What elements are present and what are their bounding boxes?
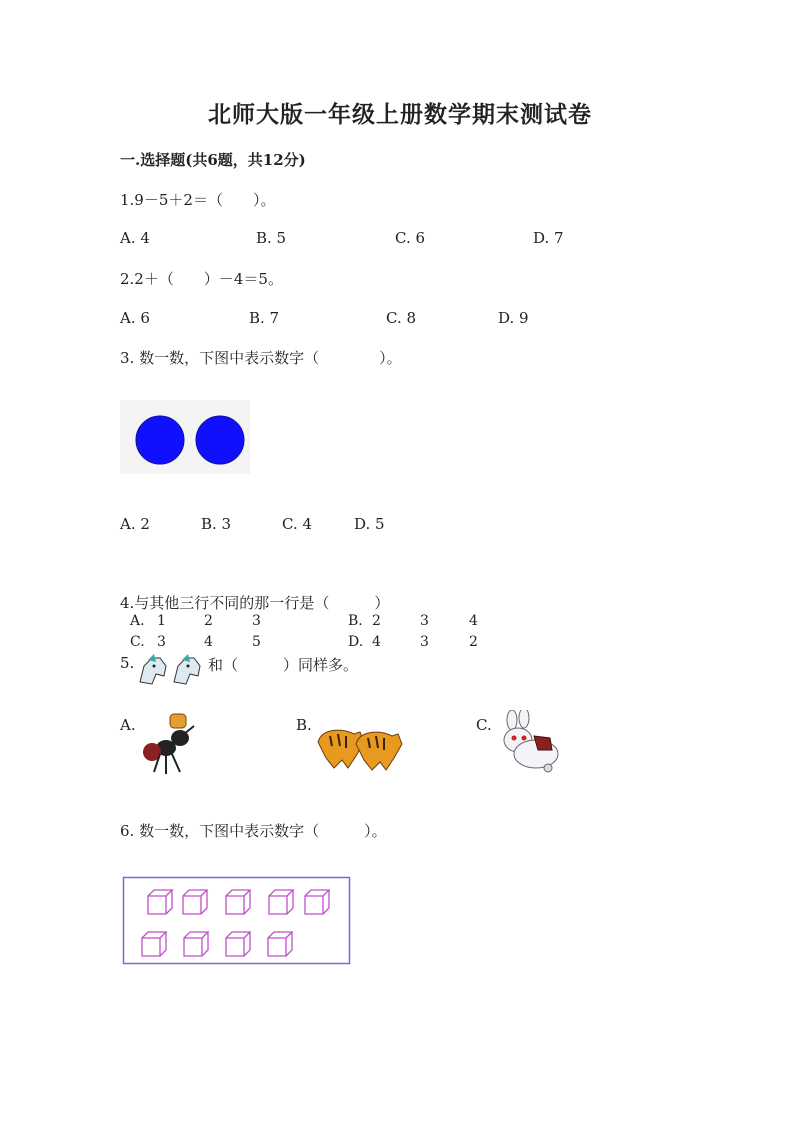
blue-circle	[196, 416, 244, 464]
q2-option-b[interactable]: B. 7	[249, 309, 280, 327]
q5-option-a[interactable]: A.	[120, 716, 136, 734]
blue-circle	[136, 416, 184, 464]
q1-option-b[interactable]: B. 5	[256, 229, 287, 247]
question-2: 2.2＋（ ）－4＝5。	[120, 270, 283, 288]
page-title: 北师大版一年级上册数学期末测试卷	[208, 101, 592, 128]
question-6: 6. 数一数，下图中表示数字（ ）。	[120, 822, 387, 840]
q4-row-b-num: 2	[372, 613, 381, 629]
rabbit-icon	[494, 710, 564, 774]
q4-row-c-num: 3	[157, 634, 166, 650]
q5-option-b[interactable]: B.	[296, 716, 312, 734]
q3-option-c[interactable]: C. 4	[282, 515, 313, 533]
question-3: 3. 数一数，下图中表示数字（ ）。	[120, 349, 402, 367]
q2-option-d[interactable]: D. 9	[498, 309, 529, 327]
q4-row-d-num: 4	[372, 634, 381, 650]
q4-row-a-num: 1	[157, 613, 166, 629]
q4-row-c-num: 5	[252, 634, 261, 650]
two-circles-figure	[120, 400, 250, 474]
question-5: 和（ ）同样多。	[208, 656, 359, 674]
q4-row-d-label[interactable]: D.	[348, 634, 364, 650]
q4-row-a-num: 2	[204, 613, 213, 629]
q2-option-a[interactable]: A. 6	[120, 309, 150, 327]
q2-option-c[interactable]: C. 8	[386, 309, 417, 327]
ant-carrying-icon	[140, 712, 204, 778]
question-4: 4.与其他三行不同的那一行是（ ）	[120, 594, 390, 612]
tigers-icon	[312, 712, 404, 774]
section-heading: 一.选择题(共6题，共12分)	[120, 151, 306, 169]
q3-option-a[interactable]: A. 2	[120, 515, 150, 533]
question-1: 1.9－5＋2＝（ ）。	[120, 191, 276, 209]
cubes-figure	[122, 876, 351, 965]
q4-row-d-num: 2	[469, 634, 478, 650]
q3-option-d[interactable]: D. 5	[354, 515, 385, 533]
q4-row-c-num: 4	[204, 634, 213, 650]
q4-row-b-num: 3	[420, 613, 429, 629]
q4-row-c-label[interactable]: C.	[130, 634, 145, 650]
q1-option-c[interactable]: C. 6	[395, 229, 426, 247]
horse-heads-icon	[134, 652, 208, 690]
q1-option-a[interactable]: A. 4	[120, 229, 150, 247]
q4-row-a-label[interactable]: A.	[130, 613, 145, 629]
q3-option-b[interactable]: B. 3	[201, 515, 232, 533]
q4-row-a-num: 3	[252, 613, 261, 629]
q1-option-d[interactable]: D. 7	[533, 229, 564, 247]
q5-option-c[interactable]: C.	[476, 716, 492, 734]
q4-row-b-num: 4	[469, 613, 478, 629]
q4-row-b-label[interactable]: B.	[348, 613, 363, 629]
question-5-number: 5.	[120, 654, 135, 672]
q4-row-d-num: 3	[420, 634, 429, 650]
